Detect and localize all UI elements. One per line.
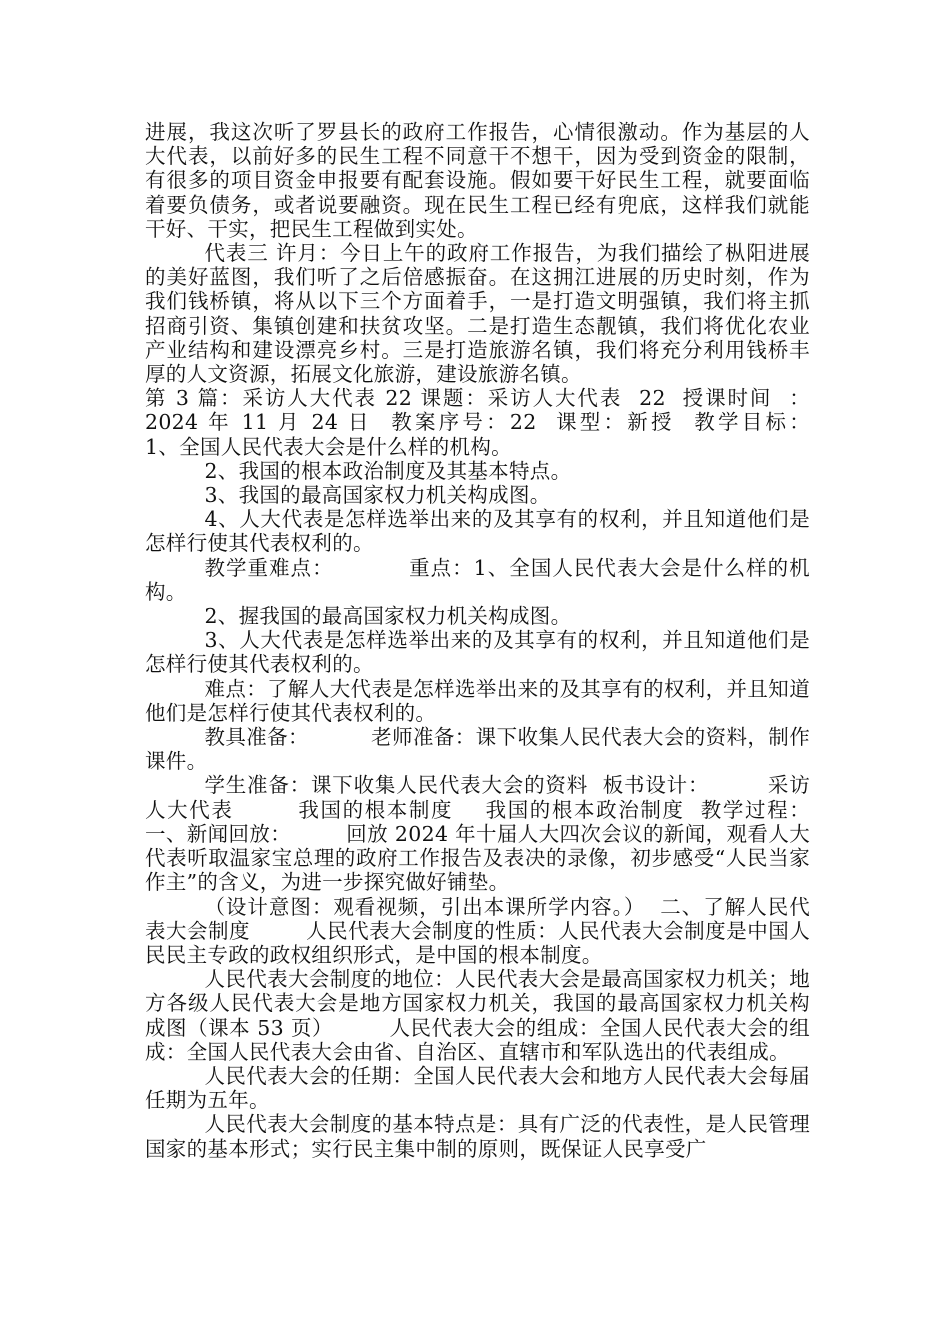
paragraph: 教学重难点： 重点：1、全国人民代表大会是什么样的机构。: [145, 555, 810, 604]
paragraph: 3、人大代表是怎样选举出来的及其享有的权利，并且知道他们是怎样行使其代表权利的。: [145, 628, 810, 677]
paragraph: 4、人大代表是怎样选举出来的及其享有的权利，并且知道他们是怎样行使其代表权利的。: [145, 507, 810, 556]
paragraph: 难点：了解人大代表是怎样选举出来的及其享有的权利，并且知道他们是怎样行使其代表权利的。: [145, 676, 810, 725]
paragraph: 代表三 许月：今日上午的政府工作报告，为我们描绘了枞阳进展的美好蓝图，我们听了之后倍感振奋。在这拥江进展的历史时刻，作为我们钱桥镇，将从以下三个方面着手，一是打造文明强镇，我们将主抓招商引资、集镇创建和扶贫攻坚。二是打造生态靓镇，我们将优化农业产业结构和建设漂亮乡村。三是打造旅游名镇，我们将充分利用钱桥丰厚的人文资源，拓展文化旅游，建设旅游名镇。: [145, 241, 810, 387]
paragraph: 2、握我国的最高国家权力机关构成图。: [204, 604, 572, 629]
paragraph: 进展，我这次听了罗县长的政府工作报告，心情很激动。作为基层的人大代表，以前好多的民生工程不同意干不想干，因为受到资金的限制，有很多的项目资金申报要有配套设施。假如要干好民生工程，就要面临着要负债务，或者说要融资。现在民生工程已经有兜底，这样我们就能干好、干实，把民生工程做到实处。: [145, 120, 810, 241]
paragraph: 第 3 篇：采访人大代表 22 课题：采访人大代表 22 授课时间 ：2024 年 11 月 24 日 教案序号：22 课型：新授 教学目标： 1、全国人民代表大会是什么样的机构。: [145, 386, 865, 459]
paragraph: 人民代表大会制度的基本特点是：具有广泛的代表性，是人民管理国家的基本形式；实行民主集中制的原则，既保证人民享受广: [145, 1112, 810, 1161]
paragraph: （设计意图：观看视频，引出本课所学内容。） 二、了解人民代表大会制度 人民代表大会制度的性质：人民代表大会制度是中国人民民主专政的政权组织形式，是中国的根本制度。: [145, 894, 810, 967]
paragraph: 2、我国的根本政治制度及其基本特点。: [204, 458, 572, 483]
document-body: [145, 120, 865, 1161]
paragraph: 学生准备：课下收集人民代表大会的资料 板书设计： 采访人大代表 我国的根本制度 我国的根本政治制度 教学过程： 一、新闻回放： 回放 2024 年十届人大四次会议的新闻，观看人大代表听取温家宝总理的政府工作报告及表决的录像，初步感受“人民当家作主”的含义，为进一步探究做好铺垫。: [145, 773, 824, 895]
paragraph: 人民代表大会的任期：全国人民代表大会和地方人民代表大会每届任期为五年。: [145, 1063, 810, 1113]
paragraph: 教具准备： 老师准备：课下收集人民代表大会的资料，制作课件。: [145, 725, 810, 774]
paragraph: 人民代表大会制度的地位：人民代表大会是最高国家权力机关；地方各级人民代表大会是地方国家权力机关，我国的最高国家权力机关构成图（课本 53 页） 人民代表大会的组成：全国人民代表大会的组成：全国人民代表大会由省、自治区、直辖市和军队选出的代表组成。: [145, 967, 810, 1064]
paragraph: 3、我国的最高国家权力机关构成图。: [204, 483, 551, 508]
